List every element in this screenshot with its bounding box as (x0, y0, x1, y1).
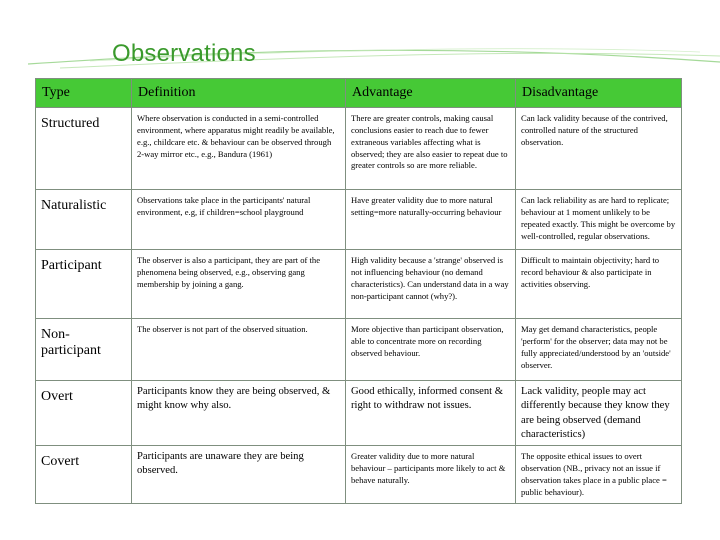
advantage-cell: There are greater controls, making causal conclusions easier to reach due to fewer extraneous variables affecting what is observed; they are also easier to repeat due to greater controls so are more reliable. (346, 108, 516, 190)
header-definition: Definition (132, 79, 346, 108)
disadvantage-cell: Difficult to maintain objectivity; hard to record behaviour & also participate in activities observing. (516, 250, 682, 319)
table-row (36, 381, 682, 446)
title-accent-lines (0, 0, 720, 90)
type-cell: Covert (36, 446, 132, 504)
type-cell: Structured (36, 108, 132, 190)
disadvantage-cell: May get demand characteristics, people 'perform' for the observer; data may not be fully appreciated/understood by an 'outside' observer. (516, 319, 682, 381)
definition-cell: Where observation is conducted in a semi-controlled environment, where apparatus might readily be available, e.g., childcare etc. & behaviour can be observed through 2-way mirror etc., e.g., Bandura (1961) (132, 108, 346, 190)
definition-cell: Participants know they are being observed, & might know why also. (132, 381, 346, 446)
advantage-cell: Good ethically, informed consent & right to withdraw not issues. (346, 381, 516, 446)
slide-title: Observations (112, 40, 256, 67)
advantage-cell: More objective than participant observation, able to concentrate more on recording observed behaviour. (346, 319, 516, 381)
header-advantage: Advantage (346, 79, 516, 108)
header-disadvantage: Disadvantage (516, 79, 682, 108)
advantage-cell: Have greater validity due to more natural setting=more naturally-occurring behaviour (346, 190, 516, 250)
table-row (36, 190, 682, 250)
table-row (36, 446, 682, 504)
advantage-cell: High validity because a 'strange' observed is not influencing behaviour (no demand characteristics). Can understand data in a way non-participant cannot (why?). (346, 250, 516, 319)
disadvantage-cell: Can lack validity because of the contrived, controlled nature of the structured observation. (516, 108, 682, 190)
table-header-row (36, 79, 682, 108)
header-type: Type (36, 79, 132, 108)
definition-cell: The observer is also a participant, they are part of the phenomena being observed, e.g., observing gang membership by joining a gang. (132, 250, 346, 319)
type-cell: Participant (36, 250, 132, 319)
table-row (36, 250, 682, 319)
type-cell: Non-participant (36, 319, 132, 381)
disadvantage-cell: Lack validity, people may act differently because they know they are being observed (demand characteristics) (516, 381, 682, 446)
table-row (36, 108, 682, 190)
table-row (36, 319, 682, 381)
disadvantage-cell: The opposite ethical issues to overt observation (NB., privacy not an issue if observation takes place in a public place = public behaviour). (516, 446, 682, 504)
definition-cell: The observer is not part of the observed situation. (132, 319, 346, 381)
definition-cell: Observations take place in the participants' natural environment, e.g, if children=school playground (132, 190, 346, 250)
observations-table (35, 78, 682, 504)
definition-cell: Participants are unaware they are being observed. (132, 446, 346, 504)
type-cell: Overt (36, 381, 132, 446)
type-cell: Naturalistic (36, 190, 132, 250)
advantage-cell: Greater validity due to more natural behaviour – participants more likely to act & behave naturally. (346, 446, 516, 504)
disadvantage-cell: Can lack reliability as are hard to replicate; behaviour at 1 moment unlikely to be repeated exactly. This might be overcome by well-controlled, regular observations. (516, 190, 682, 250)
